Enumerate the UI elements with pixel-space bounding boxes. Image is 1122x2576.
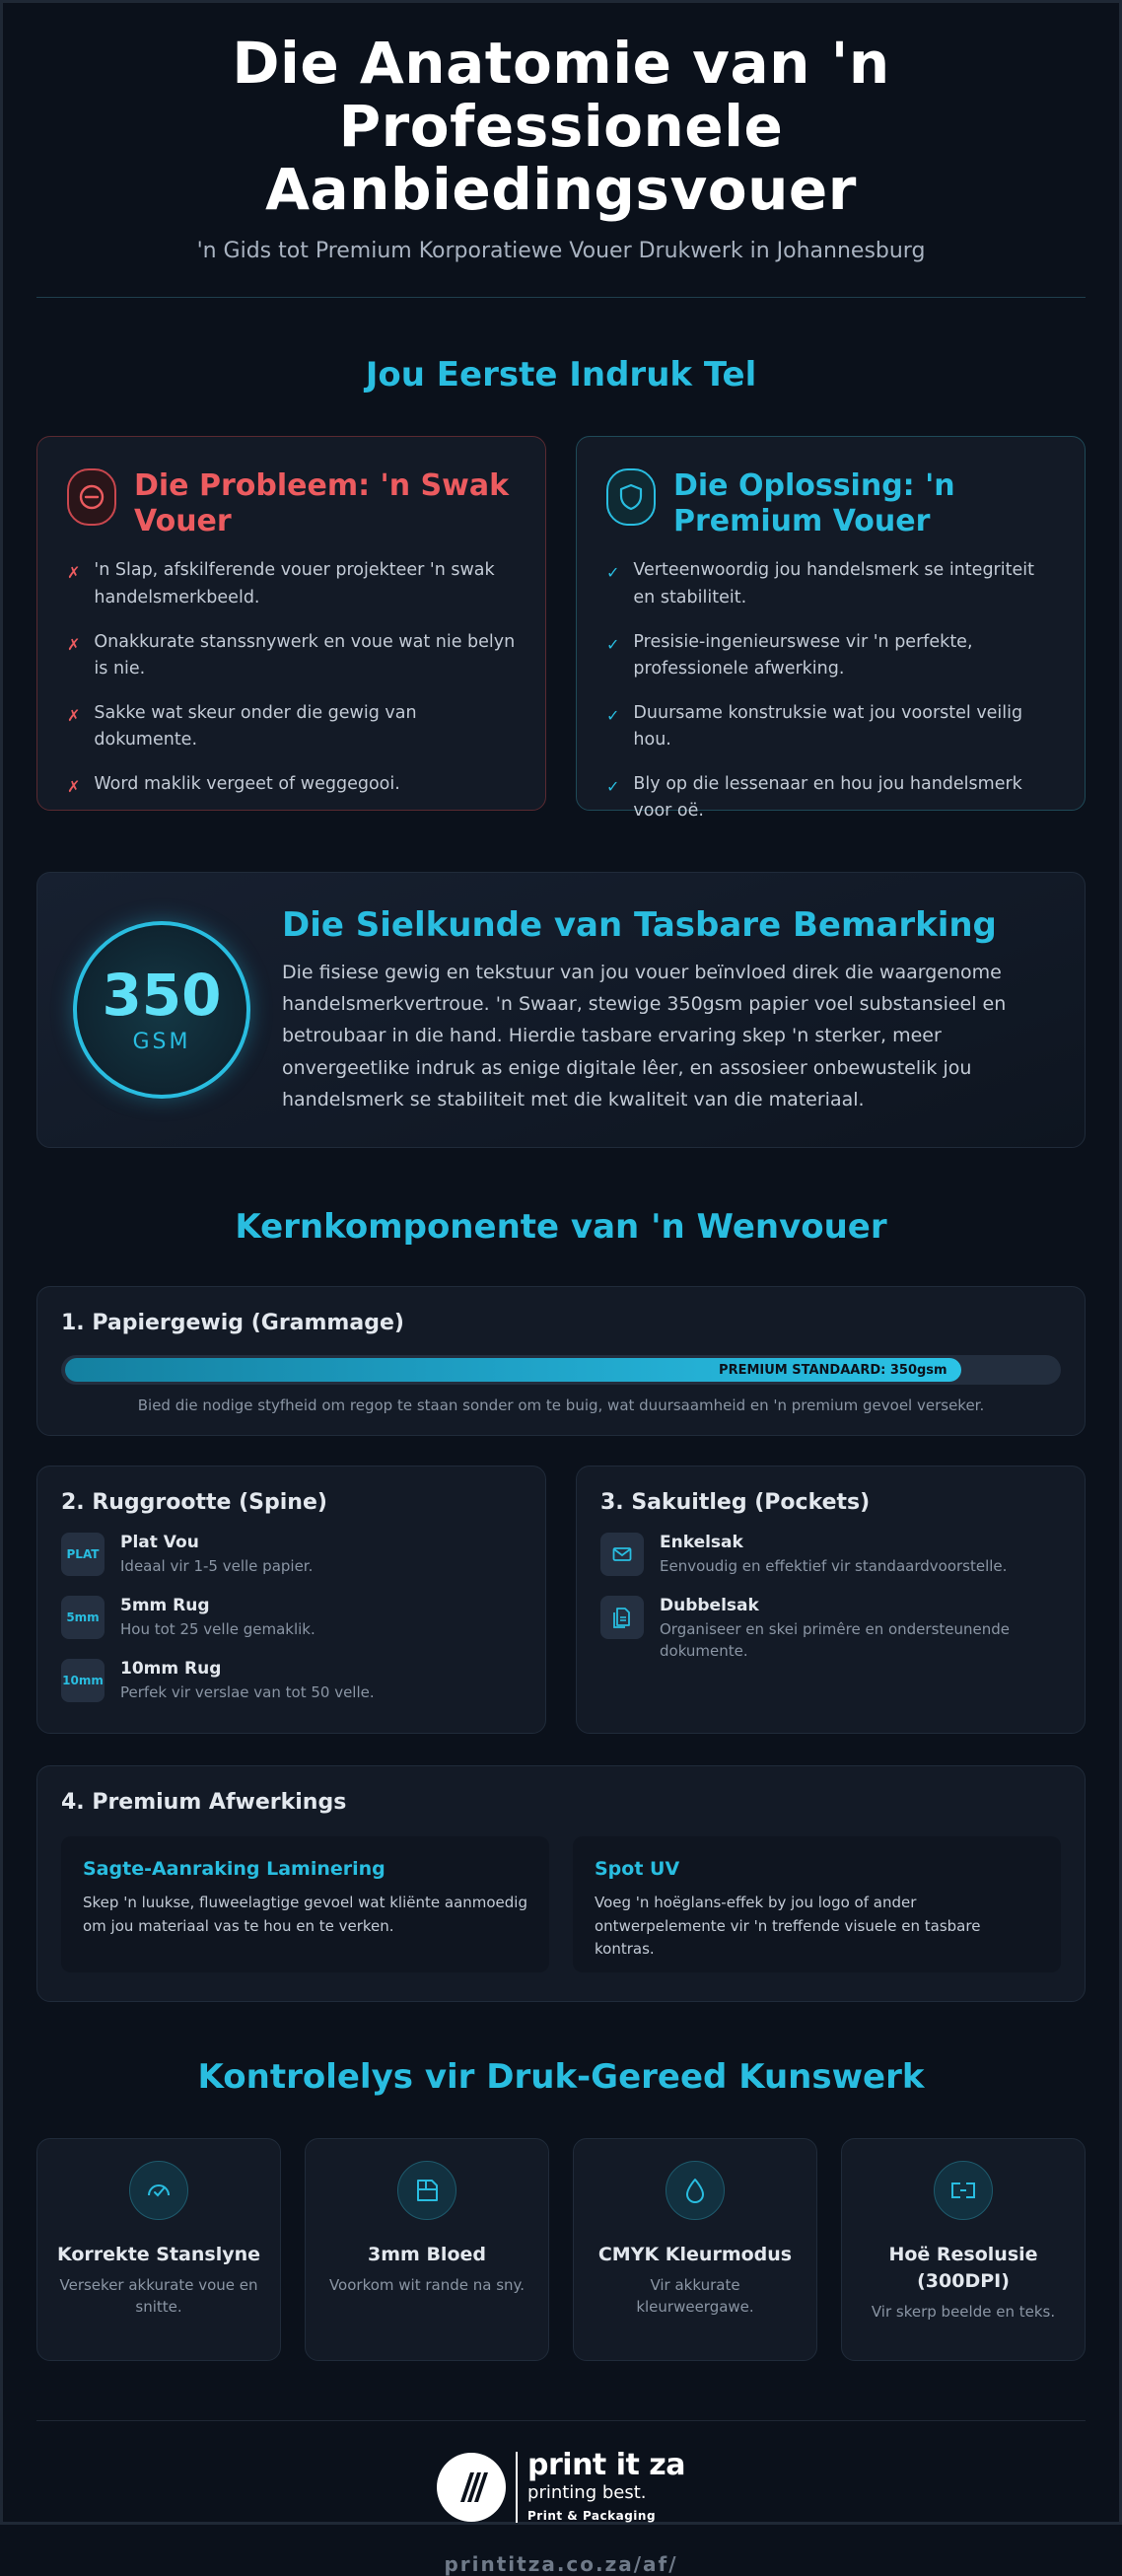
problem-item-text: Word maklik vergeet of weggegooi. [94,774,400,795]
psychology-text [282,905,1049,1115]
spine-panel [36,1466,546,1734]
checklist-desc: Vir skerp beelde en teks. [871,2302,1056,2321]
problem-card-header [67,468,516,539]
gsm-value: 350 [102,961,222,1029]
section-title-components: Kernkomponente van 'n Wenvouer [235,1207,887,1248]
header-divider [36,297,1086,298]
spine-badge: 10mm [61,1659,105,1702]
page-subtitle: 'n Gids tot Premium Korporatiewe Vouer Drukwerk in Johannesburg [196,239,926,264]
option-name: Enkelsak [660,1533,743,1553]
logo-text [527,2448,685,2524]
website-link[interactable]: printitza.co.za/af/ [444,2552,678,2576]
logo-tagline: printing best. [527,2482,647,2504]
spine-option-5mm [61,1596,522,1641]
check-icon: ✓ [606,634,620,654]
problem-item-text: Sakke wat skeur onder die gewig van dokumente. [94,702,417,751]
gsm-unit: GSM [132,1029,191,1054]
option-desc: Eenvoudig en effektief vir standaardvoorstelle. [660,1557,1008,1576]
finish-name: Spot UV [595,1858,680,1881]
problem-list [67,557,516,800]
bleed-icon [397,2161,456,2220]
list-item [606,557,1055,610]
check-icon: ✓ [606,563,620,583]
finish-desc: Voeg 'n hoëglans-effek by jou logo of ander ontwerpelemente vir 'n treffende visuele en tasbare kontras. [595,1894,981,1958]
cross-icon: ✗ [67,634,81,654]
problem-item-text: Onakkurate stanssnywerk en voue wat nie belyn is nie. [94,631,516,679]
problem-item-text: 'n Slap, afskilferende vouer projekteer 'n swak handelsmerkbeeld. [94,560,495,608]
check-icon: ✓ [606,777,620,797]
logo-name: print it za [527,2448,685,2483]
solution-title: Die Oplossing: 'n Premium Vouer [673,468,955,539]
checklist-name: CMYK Kleurmodus [597,2244,793,2266]
spine-pockets-row [36,1466,1086,1734]
option-desc: Perfek vir verslae van tot 50 velle. [120,1682,375,1701]
cross-icon: ✗ [67,777,81,797]
checklist-name: Hoë Resolusie (300DPI) [888,2244,1038,2292]
cross-icon: ✗ [67,705,81,725]
spine-options [61,1533,522,1703]
pocket-option-single [600,1533,1061,1578]
option-desc: Hou tot 25 velle gemaklik. [120,1620,316,1639]
checklist-desc: Vir akkurate kleurweergawe. [636,2275,754,2317]
list-item [67,700,516,753]
pockets-panel [576,1466,1086,1734]
footer-divider [36,2420,1086,2421]
pocket-option-double [600,1596,1061,1663]
paper-weight-panel [36,1286,1086,1436]
list-item [67,629,516,682]
checklist-card-die-lines [36,2138,281,2361]
resolution-icon [934,2161,993,2220]
paper-weight-note: Bied die nodige styfheid om regop te staan sonder om te buig, wat duursaamheid en 'n premium gevoel verseker. [137,1396,985,1415]
paper-weight-title: 1. Papiergewig (Grammage) [61,1311,404,1336]
droplet-icon [666,2161,725,2220]
check-icon: ✓ [606,705,620,725]
option-name: Dubbelsak [660,1596,759,1616]
section-title-checklist: Kontrolelys vir Druk-Gereed Kunswerk [197,2057,925,2098]
solution-item-text: Duursame konstruksie wat jou voorstel veilig hou. [633,702,1023,751]
finishes-row [61,1836,1061,1972]
shield-icon [606,468,656,526]
checklist-card-bleed [305,2138,549,2361]
checklist-name: Korrekte Stanslyne [56,2244,261,2266]
option-name: Plat Vou [120,1533,199,1553]
option-name: 10mm Rug [120,1658,222,1679]
list-item [606,771,1055,824]
solution-card-header [606,468,1055,539]
spine-option-flat [61,1533,522,1578]
list-item [67,557,516,610]
psychology-title: Die Sielkunde van Tasbare Bemarking [282,904,997,945]
problem-solution-row [36,436,1086,822]
psychology-body: Die fisiese gewig en tekstuur van jou vouer beïnvloed direk die waargenome handelsmerkvertroue. 'n Swaar, stewige 350gsm papier voel substansieel en betroubaar in die hand. Hierdie tasbare ervaring skep 'n sterker, meer onvergeetlike indruk as enige digitale lêer, en assosieer onbewustelik jou handelsmerk se stabiliteit met die kwaliteit van die materiaal. [282,961,1007,1110]
checklist-name: 3mm Bloed [368,2244,486,2266]
documents-icon [600,1596,644,1639]
solution-item-text: Verteenwoordig jou handelsmerk se integriteit en stabiliteit. [633,560,1034,608]
header [36,3,1086,298]
solution-list [606,557,1055,824]
spine-option-10mm [61,1659,522,1704]
problem-card [36,436,546,811]
envelope-icon [600,1533,644,1576]
pocket-options [600,1533,1061,1662]
option-desc: Organiseer en skei primêre en ondersteunende dokumente. [660,1620,1010,1660]
gsm-badge [73,921,250,1099]
section-title-first-impression: Jou Eerste Indruk Tel [365,355,757,395]
spine-badge: 5mm [61,1596,105,1639]
minus-circle-icon [67,468,116,526]
logo-subline: Print & Packaging [527,2509,657,2524]
psychology-panel [36,872,1086,1148]
list-item [67,771,516,800]
solution-item-text: Bly op die lessenaar en hou jou handelsmerk voor oë. [633,774,1022,822]
paper-weight-gauge-fill [65,1358,961,1382]
spine-badge: PLAT [61,1533,105,1576]
footer [36,2448,1086,2576]
logo-mark-icon [437,2453,506,2522]
checklist-desc: Voorkom wit rande na sny. [328,2275,526,2294]
finishes-title: 4. Premium Afwerkings [61,1790,347,1816]
finish-card-soft-touch [61,1836,549,1972]
brand-logo[interactable] [36,2448,1086,2524]
list-item [606,629,1055,682]
finishes-panel [36,1765,1086,2002]
finish-desc: Skep 'n luukse, fluweelagtige gevoel wat kliënte aanmoedig om jou materiaal vas te hou en te verken. [83,1894,527,1935]
checklist-card-cmyk [573,2138,817,2361]
checklist-card-resolution [841,2138,1086,2361]
solution-card [576,436,1086,822]
option-desc: Ideaal vir 1-5 velle papier. [120,1557,314,1576]
page-title: Die Anatomie van 'n Professionele Aanbiedingsvouer [232,30,890,223]
list-item [606,700,1055,753]
problem-title: Die Probleem: 'n Swak Vouer [134,468,510,539]
logo-divider [516,2452,518,2523]
finish-card-spot-uv [573,1836,1061,1972]
gauge-icon [129,2161,188,2220]
checklist-row [36,2138,1086,2361]
gauge-label: PREMIUM STANDAARD: 350gsm [719,1362,947,1378]
solution-item-text: Presisie-ingenieurswese vir 'n perfekte, professionele afwerking. [633,631,973,679]
pockets-title: 3. Sakuitleg (Pockets) [600,1490,871,1516]
spine-title: 2. Ruggrootte (Spine) [61,1490,327,1516]
paper-weight-gauge [61,1355,1061,1385]
cross-icon: ✗ [67,563,81,583]
finish-name: Sagte-Aanraking Laminering [83,1858,386,1881]
option-name: 5mm Rug [120,1596,210,1616]
checklist-desc: Verseker akkurate voue en snitte. [59,2275,258,2317]
